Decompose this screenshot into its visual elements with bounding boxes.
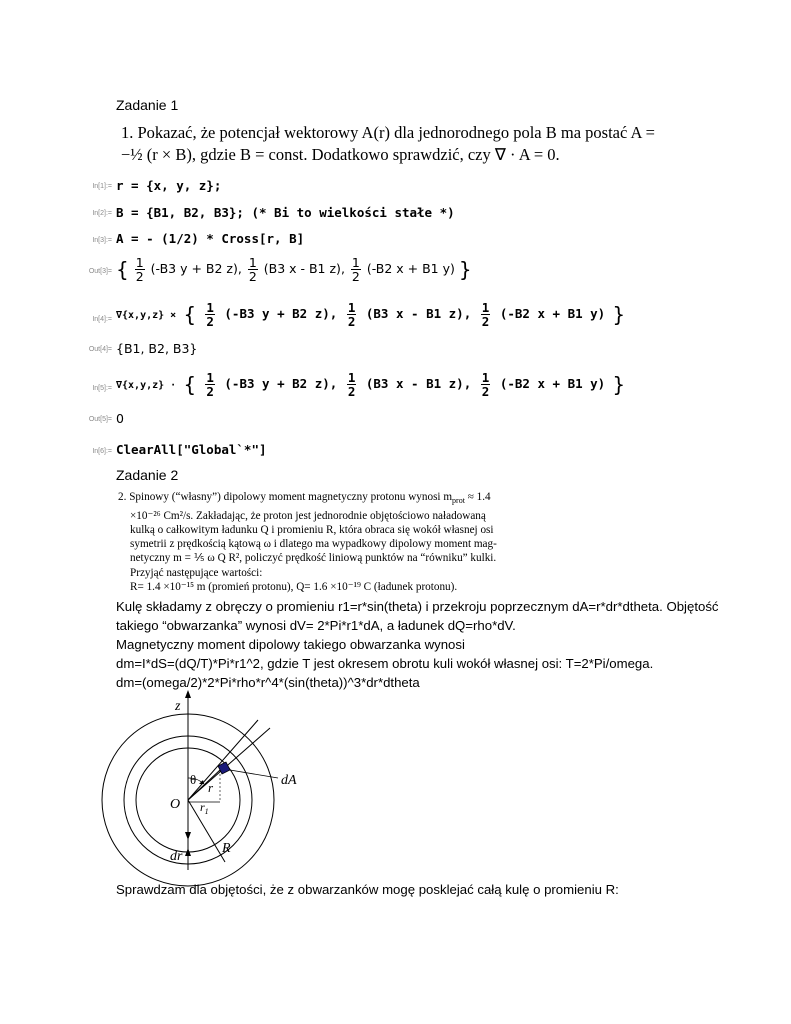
solution-paragraph-1: Kulę składamy z obręczy o promieniu r1=r*sin(theta) i przekroju poprzecznym dA=r*dr*dtheta. Objętość takiego “obwarzanka” wynosi dV= 2*Pi*r1*dA, a ładunek dQ=rho*dV. xyxy=(116,599,719,633)
zadanie2-line1: 2. Spinowy (“własny”) dipolowy moment magnetyczny protonu wynosi $m_{prot} \approx 1.4$ xyxy=(118,491,491,506)
code-in1[interactable]: r = {x, y, z}; xyxy=(116,178,222,193)
in5-operator: ∇{x,y,z} · xyxy=(116,380,177,391)
out3-term-2: (B3 x - B1 z) xyxy=(263,261,341,276)
label-theta: θ xyxy=(190,772,197,787)
zadanie1-line1: 1. Pokazać, że potencjał wektorowy A(r) dla jednorodnego pola B ma postać A = xyxy=(121,123,655,142)
solution-paragraph-3: dm=I*dS=(dQ/T)*Pi*r1^2, gdzie T jest okresem obrotu kuli wokół własnej osi: T=2*Pi/omega. xyxy=(116,656,654,671)
label-dA: dA xyxy=(281,773,297,788)
cell-label-in6: In[6]:= xyxy=(92,448,112,455)
cell-label-in2: In[2]:= xyxy=(92,210,112,217)
z-axis-arrow-icon xyxy=(185,690,191,698)
in4-term-2: (B3 x - B1 z) xyxy=(365,306,464,321)
output-out3: { $\frac{1}{2}$ (-B3 y + B2 z), $\frac{1}{2}$ (B3 x - B1 z), $\frac{1}{2}$ (-B2 x + B1 y) } xyxy=(116,255,472,284)
solution-paragraph-2: Magnetyczny moment dipolowy takiego obwarzanka wynosi xyxy=(116,637,465,652)
code-in4[interactable]: ∇{x,y,z} × { $\frac{1}{2}$ (-B3 y + B2 z), $\frac{1}{2}$ (B3 x - B1 z), $\frac{1}{2}$ (-B2 x + B1 y) } xyxy=(116,300,625,329)
in4-operator: ∇{x,y,z} × xyxy=(116,310,177,321)
in4-term-1: (-B3 y + B2 z) xyxy=(224,306,330,321)
cell-label-in3: In[3]:= xyxy=(92,237,112,244)
radial-line-2 xyxy=(188,728,270,800)
code-in3[interactable]: A = - (1/2) * Cross[r, B] xyxy=(116,231,305,246)
solution-paragraph-4: dm=(omega/2)*2*Pi*rho*r^4*(sin(theta))^3*dr*dtheta xyxy=(116,675,420,690)
code-in5[interactable]: ∇{x,y,z} · { $\frac{1}{2}$ (-B3 y + B2 z), $\frac{1}{2}$ (B3 x - B1 z), $\frac{1}{2}$ (-B2 x + B1 y) } xyxy=(116,370,625,399)
cell-label-out3: Out[3]= xyxy=(88,268,112,275)
zadanie1-heading: Zadanie 1 xyxy=(116,97,179,113)
label-R: R xyxy=(222,841,231,856)
label-r: r xyxy=(208,780,214,795)
cell-label-in5: In[5]:= xyxy=(92,385,112,392)
in5-term-3: (-B2 x + B1 y) xyxy=(499,376,606,391)
code-in6[interactable]: ClearAll["Global`*"] xyxy=(116,442,267,457)
out3-term-3: (-B2 x + B1 y) xyxy=(366,261,455,276)
output-out5: 0 xyxy=(116,411,124,426)
zadanie1-line2: −½ (r × B), gdzie B = const. Dodatkowo sprawdzić, czy ∇ · A = 0. xyxy=(121,145,560,164)
zadanie2-text xyxy=(118,490,538,594)
sphere-ring-diagram xyxy=(100,690,340,890)
label-O: O xyxy=(170,797,181,812)
zadanie2-heading: Zadanie 2 xyxy=(116,467,179,483)
out3-term-1: (-B3 y + B2 z) xyxy=(150,261,238,276)
code-in2[interactable]: B = {B1, B2, B3}; (* Bi to wielkości stałe *) xyxy=(116,205,455,220)
zadanie2-line4: symetrii z prędkością kątową ω i dlatego ma wypadkowy dipolowy moment mag- xyxy=(130,538,497,551)
zadanie2-line2: ×10⁻²⁶ Cm²/s. Zakładając, że proton jest jednorodnie objętościowo naładowaną xyxy=(130,509,486,522)
cell-label-out5: Out[5]= xyxy=(88,416,112,423)
label-r1: $r_1$ xyxy=(200,800,209,816)
in5-term-2: (B3 x - B1 z) xyxy=(365,376,464,391)
output-out4: {B1, B2, B3} xyxy=(116,341,198,356)
zadanie2-line5: netyczny m = ⅕ ω Q R², policzyć prędkość liniową punktów na “równiku” kulki. xyxy=(130,552,497,565)
dA-pointer xyxy=(230,770,278,778)
zadanie2-line3: kulką o całkowitym ładunku Q i promieniu R, która obraca się wokół własnej osi xyxy=(130,523,494,536)
in4-term-3: (-B2 x + B1 y) xyxy=(499,306,606,321)
label-dr: dr xyxy=(170,849,183,864)
zadanie2-line6: Przyjąć następujące wartości: xyxy=(130,566,263,579)
zadanie2-line7: R= 1.4 ×10⁻¹⁵ m (promień protonu), Q= 1.6 ×10⁻¹⁹ C (ładunek protonu). xyxy=(130,581,458,594)
zadanie1-text xyxy=(121,122,681,166)
dr-arrow-top-icon xyxy=(185,832,191,840)
cell-label-out4: Out[4]= xyxy=(88,346,112,353)
cell-label-in4: In[4]:= xyxy=(92,316,112,323)
solution-paragraph-5: Sprawdzam dla objętości, że z obwarzanków mogę posklejać całą kulę o promieniu R: xyxy=(116,882,619,897)
radial-line-1 xyxy=(188,720,258,800)
cell-label-in1: In[1]:= xyxy=(92,183,112,190)
label-z: z xyxy=(175,699,181,714)
in5-term-1: (-B3 y + B2 z) xyxy=(224,376,330,391)
